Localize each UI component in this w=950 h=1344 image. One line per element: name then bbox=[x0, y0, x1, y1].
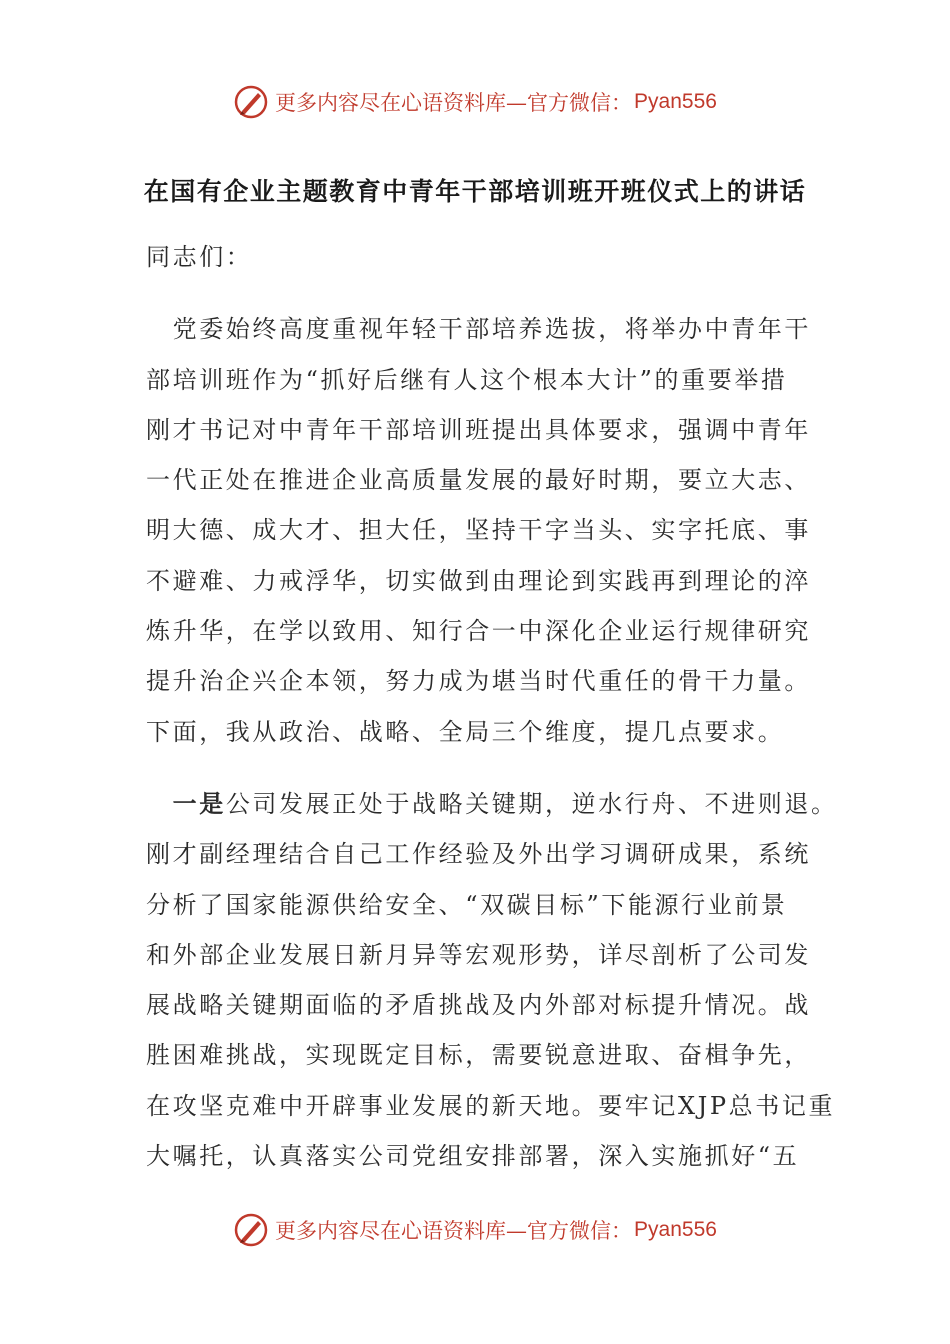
text-line: 大嘱托，认真落实公司党组安排部署，深入实施抓好“五 bbox=[146, 1142, 800, 1171]
paragraph-1 bbox=[146, 304, 822, 757]
header-banner bbox=[0, 82, 950, 122]
banner-wechat-id: Pyan556 bbox=[634, 90, 717, 113]
text-line: 炼升华，在学以致用、知行合一中深化企业运行规律研究 bbox=[146, 617, 811, 646]
document-body bbox=[146, 232, 838, 1181]
paragraph-text: 公司发展正处于战略关键期，逆水行舟、不进则退。 bbox=[225, 789, 838, 818]
banner-wechat-id: Pyan556 bbox=[634, 1218, 717, 1241]
banner-site-text: 更多内容尽在心语资料库— bbox=[275, 1219, 528, 1243]
text-line: 刚才书记对中青年干部培训班提出具体要求，强调中青年 bbox=[146, 415, 811, 444]
text-line: 部培训班作为“抓好后继有人这个根本大计”的重要举措 bbox=[146, 365, 788, 394]
text-line: 在攻坚克难中开辟事业发展的新天地。要牢记XJP总书记重 bbox=[146, 1091, 836, 1120]
paragraph-lead: 一是 bbox=[172, 789, 226, 818]
salutation: 同志们： bbox=[146, 243, 253, 271]
pen-logo-icon bbox=[233, 1212, 269, 1248]
text-line: 胜困难挑战，实现既定目标，需要锐意进取、奋楫争先， bbox=[146, 1041, 811, 1070]
text-line: 提升治企兴企本领，努力成为堪当时代重任的骨干力量。 bbox=[146, 667, 811, 696]
text-line: 一代正处在推进企业高质量发展的最好时期，要立大志、 bbox=[146, 466, 811, 495]
text-line: 分析了国家能源供给安全、“双碳目标”下能源行业前景 bbox=[146, 890, 788, 919]
paragraph-2 bbox=[146, 779, 838, 1181]
banner-wechat-label: 官方微信： bbox=[527, 91, 633, 115]
text-line: 不避难、力戒浮华，切实做到由理论到实践再到理论的淬 bbox=[146, 566, 811, 595]
text-line: 党委始终高度重视年轻干部培养选拔，将举办中青年干 bbox=[146, 315, 811, 344]
text-line: 和外部企业发展日新月异等宏观形势，详尽剖析了公司发 bbox=[146, 940, 811, 969]
document-title: 在国有企业主题教育中青年干部培训班开班仪式上的讲话 bbox=[143, 177, 807, 206]
banner-site-text: 更多内容尽在心语资料库— bbox=[275, 91, 528, 115]
text-line: 展战略关键期面临的矛盾挑战及内外部对标提升情况。战 bbox=[146, 991, 811, 1020]
footer-banner bbox=[0, 1210, 950, 1250]
text-line bbox=[146, 779, 838, 829]
text-line: 刚才副经理结合自己工作经验及外出学习调研成果，系统 bbox=[146, 840, 811, 869]
text-line: 明大德、成大才、担大任，坚持干字当头、实字托底、事 bbox=[146, 516, 811, 545]
banner-wechat-label: 官方微信： bbox=[527, 1219, 633, 1243]
pen-logo-icon bbox=[233, 84, 269, 120]
text-line: 下面，我从政治、战略、全局三个维度，提几点要求。 bbox=[146, 717, 785, 746]
